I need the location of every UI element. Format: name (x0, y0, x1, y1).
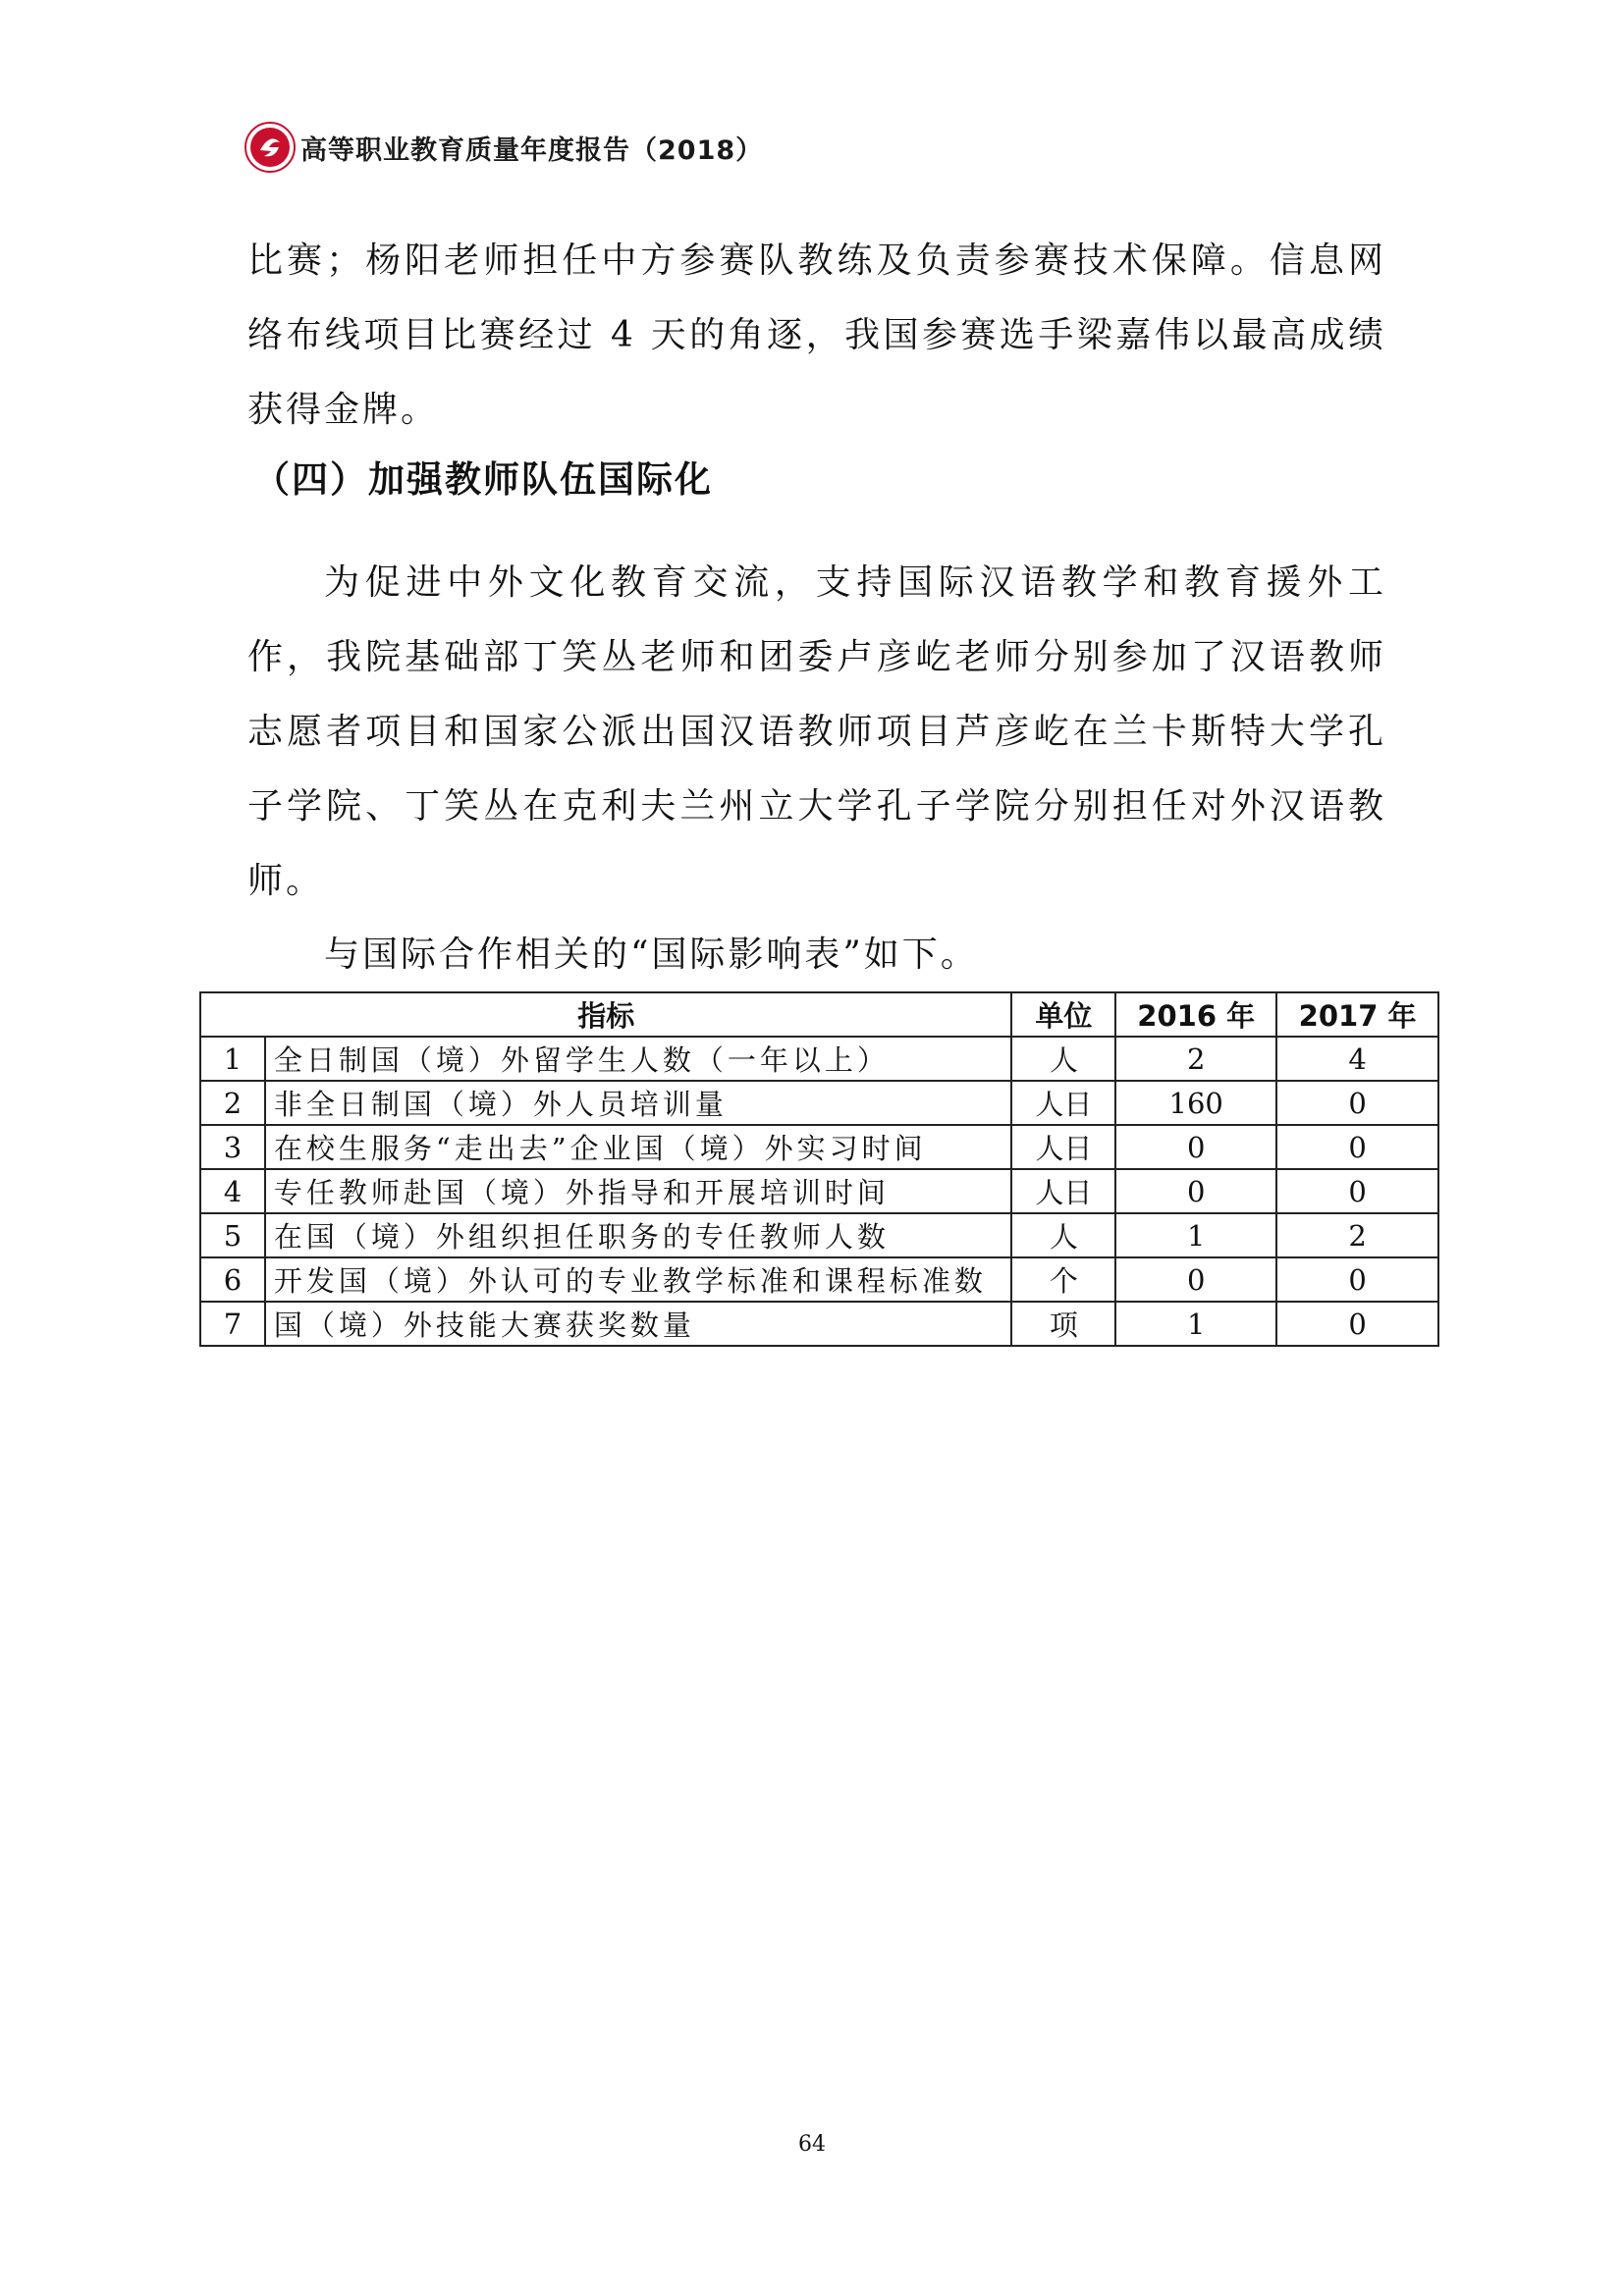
table-row (200, 1302, 1438, 1346)
header-unit: 单位 (1011, 992, 1115, 1037)
value-2016: 0 (1115, 1257, 1276, 1302)
header-indicator: 指标 (200, 992, 1011, 1037)
page-number: 64 (798, 2132, 826, 2157)
table-row (200, 1037, 1438, 1081)
indicator-name: 在校生服务“走出去”企业国（境）外实习时间 (265, 1125, 1012, 1169)
header-2017: 2017 年 (1276, 992, 1438, 1037)
report-title: 高等职业教育质量年度报告（2018） (300, 134, 764, 166)
row-number: 6 (200, 1257, 265, 1302)
value-2016: 0 (1115, 1169, 1276, 1213)
indicator-name: 国（境）外技能大赛获奖数量 (265, 1302, 1012, 1346)
international-impact-table (199, 991, 1439, 1347)
row-number: 5 (200, 1213, 265, 1257)
row-number: 3 (200, 1125, 265, 1169)
value-2016: 2 (1115, 1037, 1276, 1081)
row-number: 4 (200, 1169, 265, 1213)
unit-cell: 人日 (1011, 1125, 1115, 1169)
unit-cell: 人 (1011, 1037, 1115, 1081)
unit-cell: 个 (1011, 1257, 1115, 1302)
table-row (200, 1081, 1438, 1125)
unit-cell: 人 (1011, 1213, 1115, 1257)
value-2017: 4 (1276, 1037, 1438, 1081)
row-number: 1 (200, 1037, 265, 1081)
table-caption: 与国际合作相关的“国际影响表”如下。 (324, 934, 979, 975)
value-2017: 2 (1276, 1213, 1438, 1257)
table-row (200, 1169, 1438, 1213)
table-row (200, 1213, 1438, 1257)
unit-cell: 项 (1011, 1302, 1115, 1346)
value-2017: 0 (1276, 1302, 1438, 1346)
value-2016: 1 (1115, 1213, 1276, 1257)
indicator-name: 专任教师赴国（境）外指导和开展培训时间 (265, 1169, 1012, 1213)
value-2016: 0 (1115, 1125, 1276, 1169)
table-header-row (200, 992, 1438, 1037)
table-row (200, 1257, 1438, 1302)
indicator-name: 开发国（境）外认可的专业教学标准和课程标准数 (265, 1257, 1012, 1302)
row-number: 7 (200, 1302, 265, 1346)
body-paragraph: 为促进中外文化教育交流，支持国际汉语教学和教育援外工作，我院基础部丁笑丛老师和团委卢彦屹老师分别参加了汉语教师志愿者项目和国家公派出国汉语教师项目芦彦屹在兰卡斯特大学孔子学院、丁笑丛在克利夫兰州立大学孔子学院分别担任对外汉语教师。 (247, 562, 1386, 901)
unit-cell: 人日 (1011, 1169, 1115, 1213)
indicator-name: 全日制国（境）外留学生人数（一年以上） (265, 1037, 1012, 1081)
school-logo-icon (244, 121, 297, 174)
value-2017: 0 (1276, 1081, 1438, 1125)
page-header (244, 118, 763, 177)
table-row (200, 1125, 1438, 1169)
value-2016: 160 (1115, 1081, 1276, 1125)
section-heading: （四）加强教师队伍国际化 (253, 458, 713, 501)
intro-paragraph: 比赛；杨阳老师担任中方参赛队教练及负责参赛技术保障。信息网络布线项目比赛经过 4 天的角逐，我国参赛选手梁嘉伟以最高成绩获得金牌。 (247, 240, 1386, 430)
indicator-name: 在国（境）外组织担任职务的专任教师人数 (265, 1213, 1012, 1257)
value-2017: 0 (1276, 1257, 1438, 1302)
row-number: 2 (200, 1081, 265, 1125)
value-2017: 0 (1276, 1169, 1438, 1213)
unit-cell: 人日 (1011, 1081, 1115, 1125)
value-2016: 1 (1115, 1302, 1276, 1346)
value-2017: 0 (1276, 1125, 1438, 1169)
indicator-name: 非全日制国（境）外人员培训量 (265, 1081, 1012, 1125)
header-2016: 2016 年 (1115, 992, 1276, 1037)
